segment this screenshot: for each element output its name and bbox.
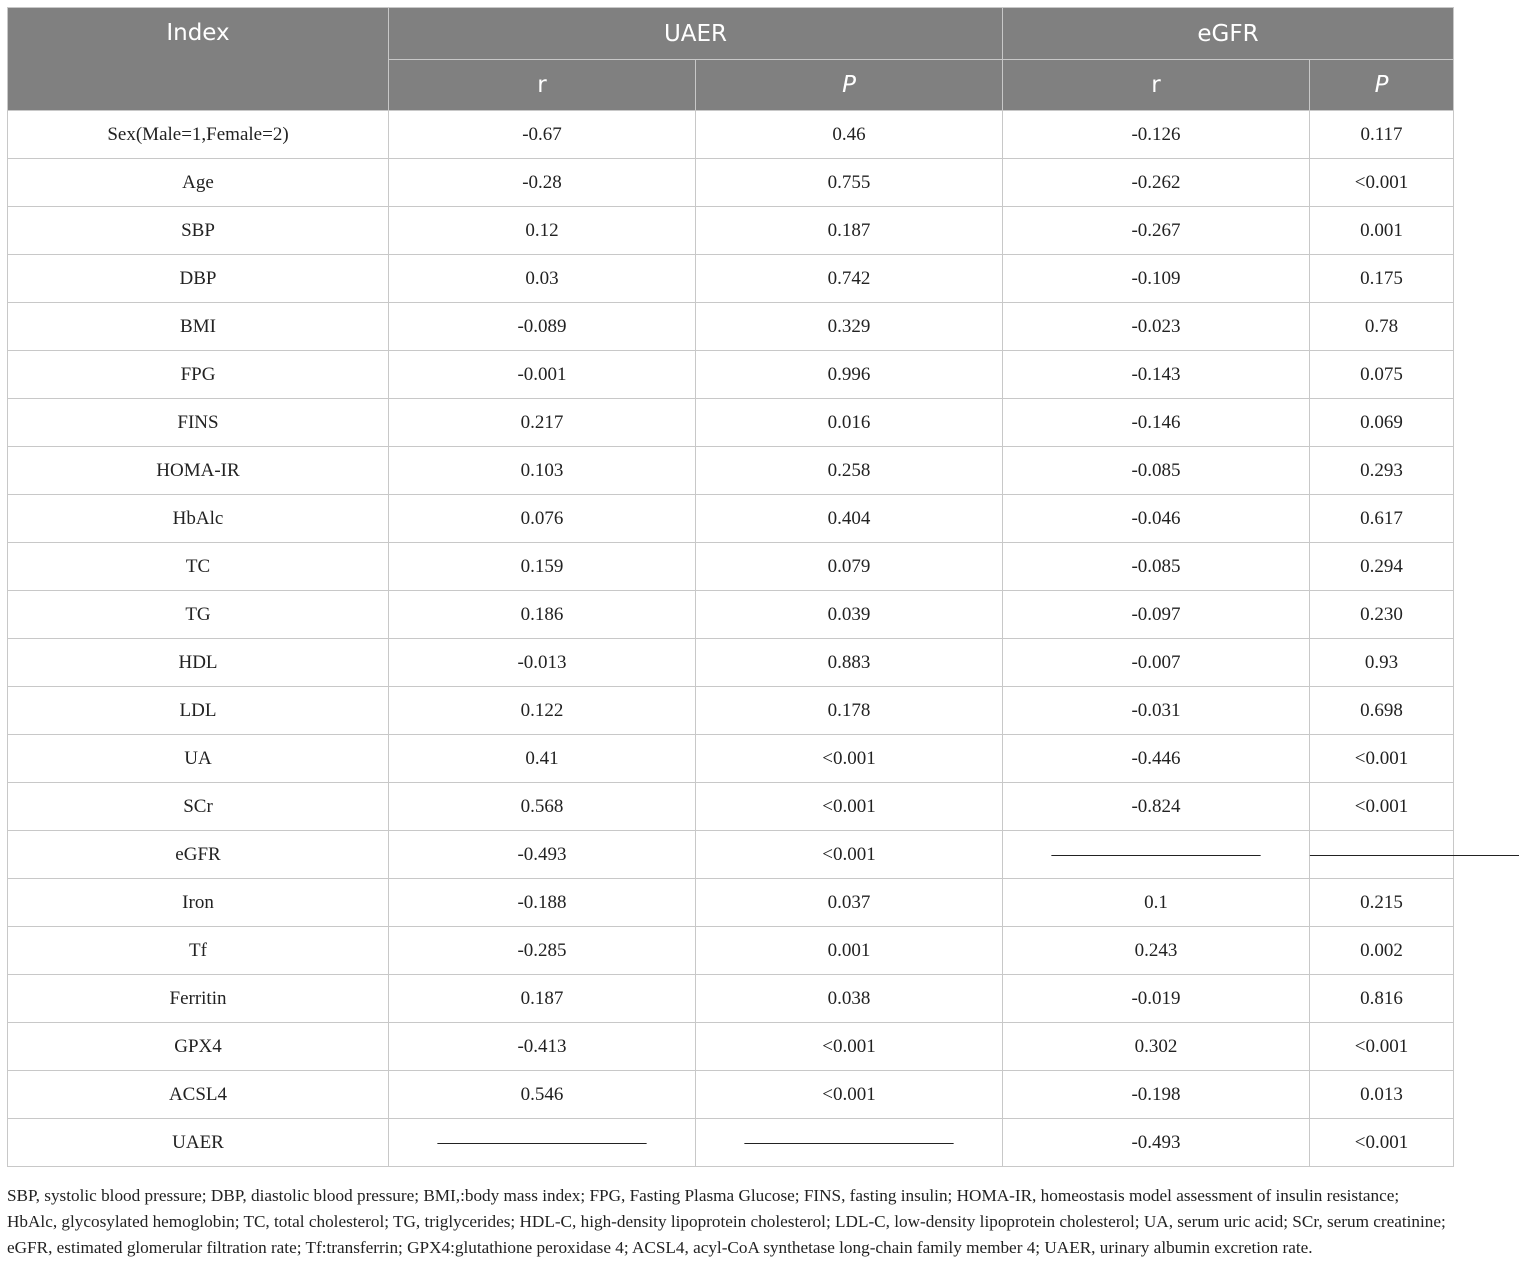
correlation-table-container [7, 7, 1519, 1167]
uaer-r-cell: -0.493 [389, 831, 696, 879]
uaer-r-cell: 0.122 [389, 687, 696, 735]
egfr-r-cell: 0.1 [1003, 879, 1310, 927]
uaer-r-cell: ——————————— [389, 1119, 696, 1167]
header-egfr-group: eGFR [1003, 8, 1454, 60]
egfr-p-cell: 0.215 [1310, 879, 1454, 927]
egfr-p-cell: 0.78 [1310, 303, 1454, 351]
egfr-r-cell: -0.146 [1003, 399, 1310, 447]
uaer-p-cell: 0.038 [696, 975, 1003, 1023]
header-uaer-p: P [696, 60, 1003, 111]
uaer-p-cell: <0.001 [696, 783, 1003, 831]
table-row [8, 927, 1454, 975]
uaer-r-cell: -0.413 [389, 1023, 696, 1071]
egfr-p-cell: 0.002 [1310, 927, 1454, 975]
uaer-p-cell: 0.039 [696, 591, 1003, 639]
egfr-r-cell: -0.262 [1003, 159, 1310, 207]
egfr-p-cell: 0.069 [1310, 399, 1454, 447]
egfr-p-cell: 0.698 [1310, 687, 1454, 735]
index-cell: ACSL4 [8, 1071, 389, 1119]
table-row [8, 447, 1454, 495]
uaer-r-cell: -0.001 [389, 351, 696, 399]
index-cell: eGFR [8, 831, 389, 879]
index-cell: SBP [8, 207, 389, 255]
uaer-p-cell: 0.996 [696, 351, 1003, 399]
egfr-p-cell: <0.001 [1310, 735, 1454, 783]
index-cell: TC [8, 543, 389, 591]
table-row [8, 399, 1454, 447]
uaer-r-cell: 0.159 [389, 543, 696, 591]
uaer-r-cell: -0.285 [389, 927, 696, 975]
index-cell: FPG [8, 351, 389, 399]
uaer-r-cell: -0.089 [389, 303, 696, 351]
egfr-p-cell: 0.001 [1310, 207, 1454, 255]
egfr-r-cell: -0.019 [1003, 975, 1310, 1023]
table-row [8, 303, 1454, 351]
uaer-p-cell: ——————————— [696, 1119, 1003, 1167]
uaer-p-cell: 0.755 [696, 159, 1003, 207]
egfr-p-cell: 0.013 [1310, 1071, 1454, 1119]
uaer-p-cell: 0.079 [696, 543, 1003, 591]
index-cell: SCr [8, 783, 389, 831]
egfr-p-cell: 0.294 [1310, 543, 1454, 591]
egfr-r-cell: -0.126 [1003, 111, 1310, 159]
table-row [8, 111, 1454, 159]
index-cell: FINS [8, 399, 389, 447]
egfr-p-cell: ——————————— [1310, 831, 1454, 879]
table-body [8, 111, 1519, 1167]
egfr-r-cell: -0.198 [1003, 1071, 1310, 1119]
table-row [8, 351, 1454, 399]
uaer-r-cell: -0.67 [389, 111, 696, 159]
egfr-p-cell: 0.175 [1310, 255, 1454, 303]
uaer-r-cell: 0.103 [389, 447, 696, 495]
uaer-r-cell: 0.076 [389, 495, 696, 543]
index-cell: Ferritin [8, 975, 389, 1023]
uaer-r-cell: 0.12 [389, 207, 696, 255]
index-cell: Tf [8, 927, 389, 975]
uaer-r-cell: 0.186 [389, 591, 696, 639]
uaer-p-cell: 0.742 [696, 255, 1003, 303]
header-egfr-r: r [1003, 60, 1310, 111]
index-cell: HOMA-IR [8, 447, 389, 495]
uaer-r-cell: 0.187 [389, 975, 696, 1023]
egfr-r-cell: 0.243 [1003, 927, 1310, 975]
egfr-r-cell: -0.824 [1003, 783, 1310, 831]
uaer-r-cell: -0.188 [389, 879, 696, 927]
table-row [8, 639, 1454, 687]
egfr-r-cell: -0.046 [1003, 495, 1310, 543]
index-cell: TG [8, 591, 389, 639]
table-row [8, 1071, 1454, 1119]
uaer-p-cell: 0.46 [696, 111, 1003, 159]
header-index: Index [8, 8, 389, 111]
index-cell: UA [8, 735, 389, 783]
table-row [8, 1119, 1454, 1167]
egfr-r-cell: -0.031 [1003, 687, 1310, 735]
egfr-p-cell: 0.117 [1310, 111, 1454, 159]
table-row [8, 687, 1454, 735]
egfr-r-cell: -0.023 [1003, 303, 1310, 351]
egfr-p-cell: <0.001 [1310, 1119, 1454, 1167]
index-cell: GPX4 [8, 1023, 389, 1071]
correlation-table [7, 7, 1519, 1167]
egfr-p-cell: <0.001 [1310, 159, 1454, 207]
egfr-p-cell: <0.001 [1310, 1023, 1454, 1071]
egfr-r-cell: -0.143 [1003, 351, 1310, 399]
uaer-p-cell: 0.329 [696, 303, 1003, 351]
uaer-r-cell: 0.41 [389, 735, 696, 783]
uaer-p-cell: 0.258 [696, 447, 1003, 495]
egfr-r-cell: -0.085 [1003, 543, 1310, 591]
table-row [8, 591, 1454, 639]
table-header [8, 8, 1454, 111]
uaer-p-cell: 0.883 [696, 639, 1003, 687]
table-footnote: SBP, systolic blood pressure; DBP, diastolic blood pressure; BMI,:body mass index; FPG, Fasting Plasma Glucose; FINS, fasting insulin; HOMA-IR, homeostasis model assessment of insulin resistance; HbAlc, glycosylated hemoglobin; TC, total cholesterol; TG, triglycerides; HDL-C, high-density lipoprotein cholesterol; LDL-C, low-density lipoprotein cholesterol; UA, serum uric acid; SCr, serum creatinine; eGFR, estimated glomerular filtration rate; Tf:transferrin; GPX4:glutathione peroxidase 4; ACSL4, acyl-CoA synthetase long-chain family member 4; UAER, urinary albumin excretion rate. [7, 1186, 1446, 1257]
uaer-p-cell: <0.001 [696, 831, 1003, 879]
table-row [8, 831, 1454, 879]
egfr-r-cell: -0.085 [1003, 447, 1310, 495]
egfr-r-cell: -0.267 [1003, 207, 1310, 255]
egfr-p-cell: 0.816 [1310, 975, 1454, 1023]
table-row [8, 879, 1454, 927]
uaer-p-cell: 0.016 [696, 399, 1003, 447]
uaer-p-cell: <0.001 [696, 735, 1003, 783]
egfr-p-cell: 0.230 [1310, 591, 1454, 639]
table-row [8, 735, 1454, 783]
table-row [8, 207, 1454, 255]
uaer-r-cell: 0.546 [389, 1071, 696, 1119]
index-cell: HDL [8, 639, 389, 687]
egfr-p-cell: 0.075 [1310, 351, 1454, 399]
egfr-r-cell: -0.446 [1003, 735, 1310, 783]
egfr-r-cell: -0.007 [1003, 639, 1310, 687]
egfr-p-cell: 0.93 [1310, 639, 1454, 687]
table-row [8, 975, 1454, 1023]
uaer-r-cell: 0.03 [389, 255, 696, 303]
egfr-r-cell: -0.109 [1003, 255, 1310, 303]
header-uaer-r: r [389, 60, 696, 111]
table-row [8, 255, 1454, 303]
uaer-r-cell: 0.217 [389, 399, 696, 447]
uaer-p-cell: 0.001 [696, 927, 1003, 975]
egfr-p-cell: 0.293 [1310, 447, 1454, 495]
table-row [8, 783, 1454, 831]
egfr-p-cell: 0.617 [1310, 495, 1454, 543]
uaer-r-cell: -0.28 [389, 159, 696, 207]
uaer-r-cell: 0.568 [389, 783, 696, 831]
egfr-p-cell: <0.001 [1310, 783, 1454, 831]
table-row [8, 495, 1454, 543]
index-cell: Age [8, 159, 389, 207]
index-cell: UAER [8, 1119, 389, 1167]
uaer-p-cell: <0.001 [696, 1071, 1003, 1119]
uaer-p-cell: 0.404 [696, 495, 1003, 543]
table-row [8, 1023, 1454, 1071]
table-row [8, 543, 1454, 591]
index-cell: Iron [8, 879, 389, 927]
uaer-p-cell: <0.001 [696, 1023, 1003, 1071]
index-cell: LDL [8, 687, 389, 735]
header-uaer-group: UAER [389, 8, 1003, 60]
table-row [8, 159, 1454, 207]
index-cell: DBP [8, 255, 389, 303]
index-cell: HbAlc [8, 495, 389, 543]
egfr-r-cell: -0.097 [1003, 591, 1310, 639]
egfr-r-cell: -0.493 [1003, 1119, 1310, 1167]
egfr-r-cell: ——————————— [1003, 831, 1310, 879]
uaer-r-cell: -0.013 [389, 639, 696, 687]
index-cell: BMI [8, 303, 389, 351]
uaer-p-cell: 0.178 [696, 687, 1003, 735]
uaer-p-cell: 0.037 [696, 879, 1003, 927]
index-cell: Sex(Male=1,Female=2) [8, 111, 389, 159]
egfr-r-cell: 0.302 [1003, 1023, 1310, 1071]
uaer-p-cell: 0.187 [696, 207, 1003, 255]
header-egfr-p: P [1310, 60, 1454, 111]
